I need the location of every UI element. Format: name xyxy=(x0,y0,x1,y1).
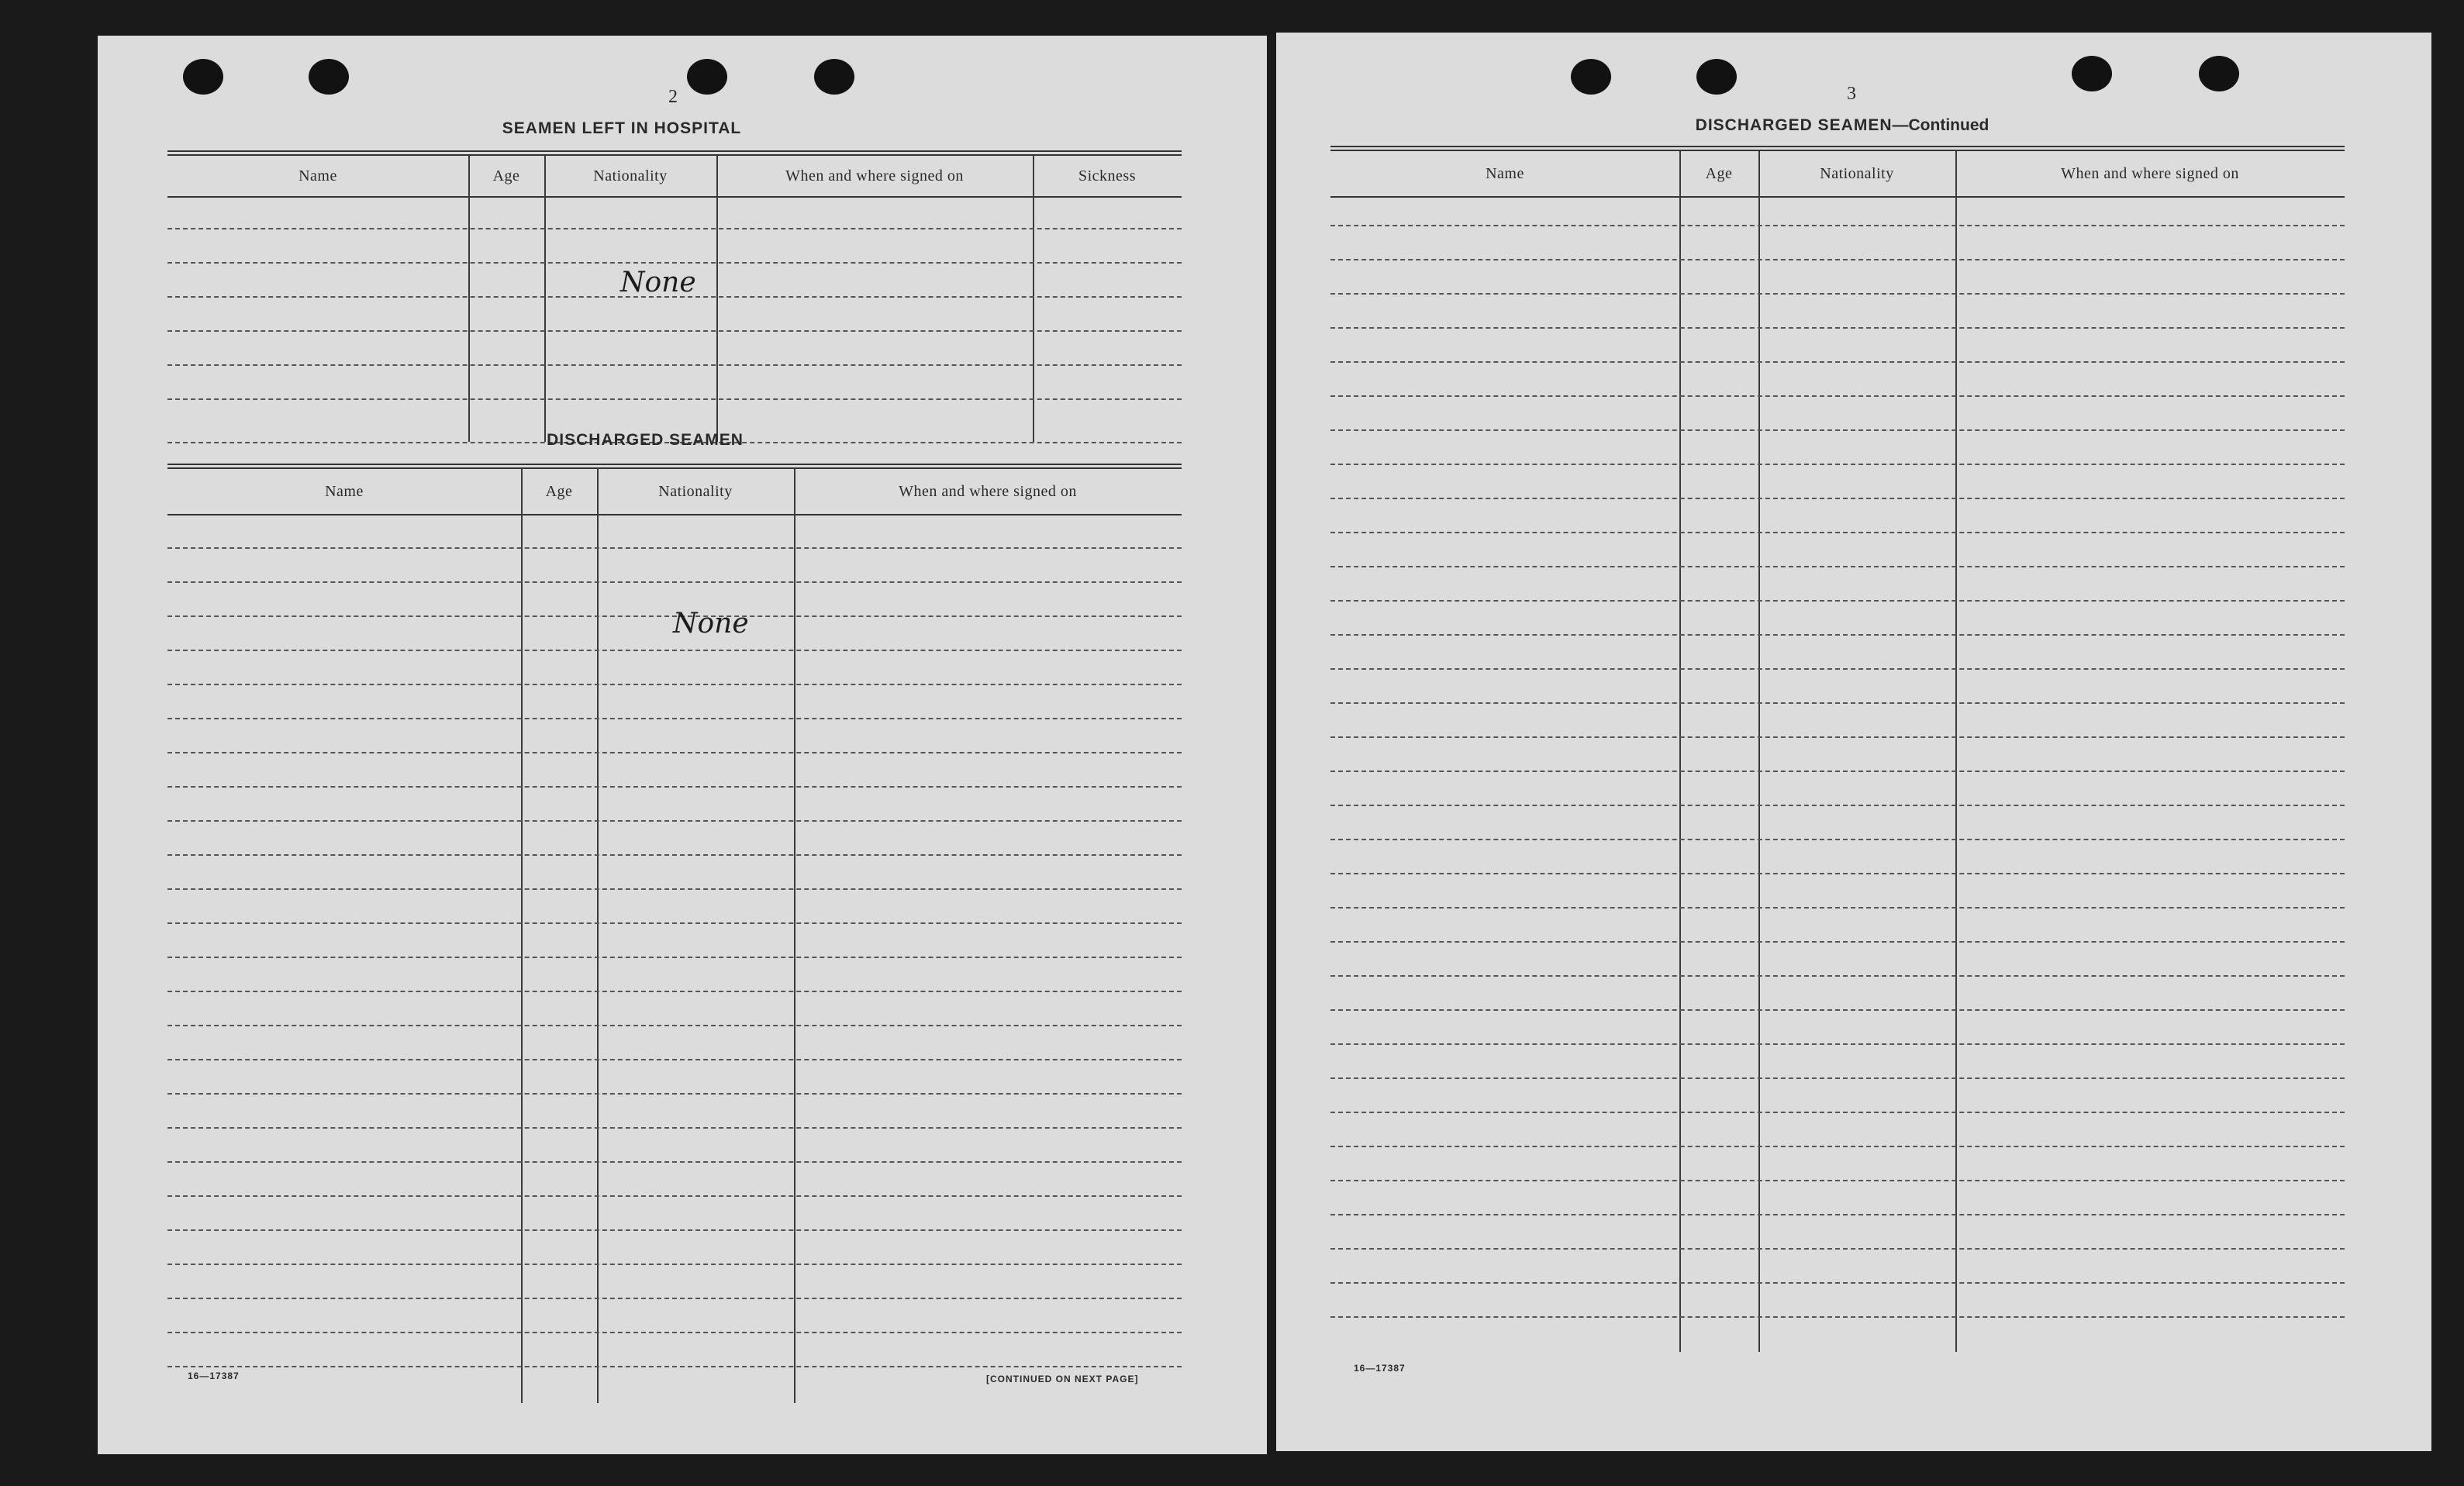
table-header xyxy=(167,156,1182,198)
column-header-name: Name xyxy=(1486,164,1524,182)
ruled-line xyxy=(167,684,1182,685)
ruled-line xyxy=(1330,805,2345,806)
ruled-line xyxy=(1330,975,2345,977)
column-header-signed-on: When and where signed on xyxy=(2061,164,2239,182)
ruled-line xyxy=(167,820,1182,822)
punch-hole xyxy=(2199,56,2239,91)
ruled-line xyxy=(167,262,1182,264)
ruled-line xyxy=(1330,736,2345,738)
ruled-line xyxy=(167,991,1182,992)
ruled-line xyxy=(1330,395,2345,397)
ruled-line xyxy=(1330,873,2345,874)
ruled-line xyxy=(1330,259,2345,260)
discharged-table xyxy=(167,464,1182,1403)
ruled-line xyxy=(1330,1043,2345,1045)
ruled-line xyxy=(167,1298,1182,1299)
ruled-line xyxy=(167,228,1182,229)
ruled-line xyxy=(1330,1146,2345,1147)
column-header-age: Age xyxy=(545,482,573,500)
column-divider xyxy=(1955,151,1957,1352)
ruled-line xyxy=(1330,1282,2345,1284)
column-header-age: Age xyxy=(492,167,520,184)
discharged-section-title: DISCHARGED SEAMEN xyxy=(547,431,744,449)
left-page xyxy=(98,36,1267,1454)
ruled-line xyxy=(1330,225,2345,226)
column-header-name: Name xyxy=(299,167,337,184)
punch-hole xyxy=(183,59,223,95)
ruled-line xyxy=(167,786,1182,788)
ruled-line xyxy=(1330,600,2345,602)
ruled-line xyxy=(167,922,1182,924)
ruled-line xyxy=(167,718,1182,719)
title-main: DISCHARGED SEAMEN xyxy=(1695,116,1893,134)
ruled-line xyxy=(167,1093,1182,1095)
punch-hole xyxy=(814,59,854,95)
ruled-line xyxy=(1330,327,2345,329)
ruled-line xyxy=(167,1025,1182,1026)
ruled-line xyxy=(167,1229,1182,1231)
double-rule xyxy=(167,464,1182,469)
ruled-line xyxy=(167,854,1182,856)
ruled-line xyxy=(167,957,1182,958)
ruled-line xyxy=(167,752,1182,753)
ruled-line xyxy=(167,1366,1182,1367)
ruled-line xyxy=(1330,1180,2345,1181)
ruled-line xyxy=(1330,1009,2345,1011)
punch-hole xyxy=(309,59,349,95)
ruled-line xyxy=(167,364,1182,366)
ruled-line xyxy=(1330,1077,2345,1079)
column-header-name: Name xyxy=(325,482,364,500)
ruled-line xyxy=(167,330,1182,332)
title-suffix: —Continued xyxy=(1892,116,1989,134)
ruled-line xyxy=(1330,668,2345,670)
ruled-line xyxy=(1330,1316,2345,1318)
column-divider xyxy=(1679,151,1681,1352)
double-rule xyxy=(1330,146,2345,151)
discharged-continued-title xyxy=(1679,116,2005,135)
ruled-line xyxy=(167,1332,1182,1333)
ruled-line xyxy=(1330,941,2345,943)
form-number: 16—17387 xyxy=(188,1370,240,1381)
ruled-line xyxy=(1330,634,2345,636)
table-header xyxy=(167,469,1182,515)
ruled-line xyxy=(167,650,1182,651)
ruled-line xyxy=(1330,907,2345,908)
ruled-line xyxy=(1330,498,2345,499)
hospital-table xyxy=(167,150,1182,448)
ruled-line xyxy=(167,1161,1182,1163)
column-header-nationality: Nationality xyxy=(1820,164,1894,182)
ruled-line xyxy=(167,888,1182,890)
punch-hole xyxy=(1571,59,1611,95)
table-header xyxy=(1330,151,2345,198)
ruled-line xyxy=(1330,1112,2345,1113)
page-number: 2 xyxy=(668,87,678,107)
ruled-line xyxy=(1330,566,2345,567)
ruled-line xyxy=(1330,464,2345,465)
double-rule xyxy=(167,150,1182,156)
punch-hole xyxy=(1696,59,1737,95)
column-header-nationality: Nationality xyxy=(658,482,733,500)
ruled-line xyxy=(1330,702,2345,704)
ruled-line xyxy=(167,581,1182,583)
ruled-line xyxy=(1330,293,2345,295)
ruled-line xyxy=(1330,1248,2345,1250)
column-header-signed-on: When and where signed on xyxy=(899,482,1077,500)
column-header-age: Age xyxy=(1705,164,1733,182)
column-header-signed-on: When and where signed on xyxy=(785,167,964,184)
continued-note: [CONTINUED ON NEXT PAGE] xyxy=(986,1374,1139,1384)
handwritten-entry: None xyxy=(620,267,696,298)
ruled-line xyxy=(1330,532,2345,533)
right-page xyxy=(1276,33,2431,1451)
column-header-nationality: Nationality xyxy=(593,167,668,184)
ruled-line xyxy=(167,398,1182,400)
ruled-line xyxy=(1330,429,2345,431)
column-divider xyxy=(1758,151,1760,1352)
punch-hole xyxy=(2072,56,2112,91)
discharged-continued-table xyxy=(1330,146,2345,1352)
column-header-sickness: Sickness xyxy=(1078,167,1136,184)
form-number: 16—17387 xyxy=(1354,1363,1406,1374)
ruled-line xyxy=(167,1195,1182,1197)
ruled-line xyxy=(1330,839,2345,840)
hospital-section-title: SEAMEN LEFT IN HOSPITAL xyxy=(502,119,742,137)
ruled-line xyxy=(1330,361,2345,363)
ruled-line xyxy=(167,1127,1182,1129)
ruled-line xyxy=(1330,771,2345,772)
ruled-line xyxy=(167,547,1182,549)
page-number: 3 xyxy=(1847,84,1856,104)
ruled-line xyxy=(167,1059,1182,1060)
handwritten-entry: None xyxy=(673,608,749,640)
ruled-line xyxy=(167,1264,1182,1265)
ruled-line xyxy=(1330,1214,2345,1215)
